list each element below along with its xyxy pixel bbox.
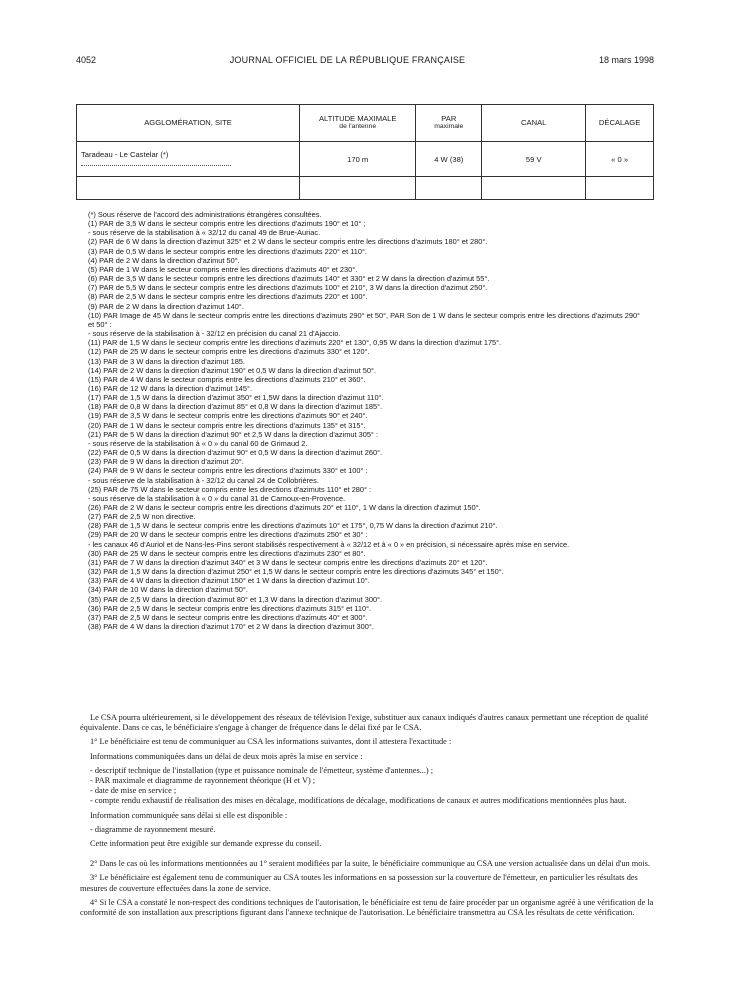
- cell-site: [77, 142, 300, 177]
- body-text: [80, 713, 654, 922]
- footnote-item: (4) PAR de 2 W dans la direction d'azimut 50°.: [88, 255, 240, 265]
- column-header-altitude: [300, 105, 416, 142]
- empty-cell: [482, 177, 586, 200]
- footnote-item: (13) PAR de 3 W dans la direction d'azimut 185.: [88, 356, 245, 366]
- cell-decalage: « 0 »: [586, 142, 654, 177]
- column-label: PAR: [441, 114, 457, 124]
- footnote-item: (15) PAR de 4 W dans le secteur compris entre les directions d'azimuts 210° et 360°.: [88, 374, 366, 384]
- paragraph-informations: Informations communiquées dans un délai de deux mois après la mise en service :: [90, 751, 363, 761]
- footnote-item: (7) PAR de 5,5 W dans le secteur compris entre les directions d'azimuts 100° et 210°, 3 W dans la direction d'azimut 250°.: [88, 283, 488, 293]
- list-item: - compte rendu exhaustif de réalisation des mises en décalage, modifications de décalage, modifications de canaux et autres modifications mentionnées plus haut.: [90, 796, 627, 806]
- footnotes-list: [88, 210, 648, 631]
- footnote-item: (21) PAR de 5 W dans la direction d'azimut 90° et 2,5 W dans la direction d'azimut 305° :: [88, 429, 378, 439]
- footnote-item: (9) PAR de 2 W dans la direction d'azimut 140°.: [88, 301, 244, 311]
- footnote-item: (14) PAR de 2 W dans la direction d'azimut 190° et 0,5 W dans la direction d'azimut 50°.: [88, 365, 376, 375]
- info-list: [80, 766, 654, 807]
- paragraph-3: 3° Le bénéficiaire est également tenu de communiquer au CSA toutes les informations en sa possession sur la couverture de l'émetteur, en particulier les résultats des mesures de couverture effectuées dans la zone de service.: [80, 873, 638, 893]
- paragraph-4: 4° Si le CSA a constaté le non-respect des conditions techniques de l'autorisation, le bénéficiaire est tenu de faire procéder par un organisme agréé à une vérification de la conformité de son installation aux prescriptions figurant dans l'annexe technique de l'autorisation. Le bénéficiaire transmettra au CSA les résultats de cette vérification.: [80, 897, 654, 918]
- list-item: - diagramme de rayonnement mesuré.: [90, 824, 216, 834]
- empty-cell: [416, 177, 482, 200]
- footnote-item: (31) PAR de 7 W dans la direction d'azimut 340° et 3 W dans le secteur compris entre les directions d'azimuts 20° et 120°.: [88, 557, 488, 567]
- footnote-item: (2) PAR de 6 W dans la direction d'azimut 325° et 2 W dans le secteur compris entre les directions d'azimuts 180° et 280°.: [88, 237, 488, 247]
- footnote-item: (20) PAR de 1 W dans le secteur compris entre les directions d'azimuts 135° et 315°.: [88, 420, 366, 430]
- footnote-item: (19) PAR de 3,5 W dans le secteur compris entre les directions d'azimuts 90° et 240°.: [88, 411, 368, 421]
- footnote-item: - sous réserve de la stabilisation à « 0 » du canal 31 de Carnoux-en-Provence.: [88, 493, 346, 503]
- footnote-item: (16) PAR de 12 W dans la direction d'azimut 145°.: [88, 383, 253, 393]
- footnote-item: (24) PAR de 9 W dans le secteur compris entre les directions d'azimuts 330° et 100° :: [88, 466, 368, 476]
- column-sublabel: de l'antenne: [339, 123, 377, 131]
- list-item: - descriptif technique de l'installation (type et puissance nominale de l'émetteur, système d'antennes...) ;: [90, 765, 434, 775]
- page-number: 4052: [76, 55, 97, 65]
- column-label: DÉCALAGE: [598, 117, 641, 127]
- footnote-item: - sous réserve de la stabilisation à - 32/12 du canal 24 de Collobrières.: [88, 475, 319, 485]
- footnote-item: (8) PAR de 2,5 W dans le secteur compris entre les directions d'azimuts 220° et 100°.: [88, 292, 368, 302]
- footnote-item: (12) PAR de 25 W dans le secteur compris entre les directions d'azimuts 330° et 120°.: [88, 347, 370, 357]
- list-item: - date de mise en service ;: [90, 786, 177, 796]
- cell-altitude: 170 m: [300, 142, 416, 177]
- column-header-canal: [482, 105, 586, 142]
- footnote-item: - sous réserve de la stabilisation à « 32/12 du canal 49 de Brue-Auriac.: [88, 228, 321, 238]
- column-header-site: [77, 105, 300, 142]
- cell-par: 4 W (38): [416, 142, 482, 177]
- column-label: ALTITUDE MAXIMALE: [318, 114, 397, 124]
- footnote-item: (1) PAR de 3,5 W dans le secteur compris entre les directions d'azimuts 190° et 10° ;: [88, 219, 366, 229]
- paragraph-exigible: Cette information peut être exigible sur demande expresse du conseil.: [90, 839, 322, 849]
- footnote-item: (32) PAR de 1,5 W dans la direction d'azimut 250° et 1,5 W dans le secteur compris entre les directions d'azimuts 345° et 150°.: [88, 567, 504, 577]
- table-row-empty: [77, 177, 654, 200]
- footnote-item: (18) PAR de 0,8 W dans la direction d'azimut 85° et 0,8 W dans la direction d'azimut 185°.: [88, 402, 383, 412]
- footnote-item: (11) PAR de 1,5 W dans le secteur compris entre les directions d'azimuts 220° et 130°, 0,95 W dans la direction d'azimut 175°.: [88, 338, 502, 348]
- footnote-item: (28) PAR de 1,5 W dans le secteur compris entre les directions d'azimuts 10° et 175°, 0,75 W dans la direction d'azimut 210°.: [88, 521, 498, 531]
- table-header-row: [77, 105, 654, 142]
- footnote-item: (30) PAR de 25 W dans le secteur compris entre les directions d'azimuts 230° et 80°.: [88, 548, 366, 558]
- footnote-item: (27) PAR de 2,5 W non directive.: [88, 512, 196, 522]
- journal-title: JOURNAL OFFICIEL DE LA RÉPUBLIQUE FRANÇAISE: [229, 55, 466, 65]
- empty-cell: [77, 177, 300, 200]
- paragraph-disponible: Information communiquée sans délai si elle est disponible :: [90, 810, 288, 820]
- footnote-item: (37) PAR de 2,5 W dans le secteur compris entre les directions d'azimuts 40° et 300°.: [88, 612, 368, 622]
- footnote-item: (6) PAR de 3,5 W dans le secteur compris entre les directions d'azimuts 140° et 330° et 2 W dans la direction d'azimut 55°.: [88, 274, 490, 284]
- column-sublabel: maximale: [434, 123, 464, 131]
- footnote-item: (35) PAR de 2,5 W dans la direction d'azimut 80° et 1,3 W dans la direction d'azimut 300°.: [88, 594, 383, 604]
- column-label: CANAL: [521, 117, 547, 127]
- column-header-decalage: [586, 105, 654, 142]
- paragraph-2: 2° Dans le cas où les informations mentionnées au 1° seraient modifiées par la suite, le bénéficiaire communique au CSA une version actualisée dans un délai d'un mois.: [90, 859, 650, 869]
- footnote-item: (3) PAR de 0,5 W dans le secteur compris entre les directions d'azimuts 220° et 110°.: [88, 246, 367, 256]
- footnote-item: (23) PAR de 9 W dans la direction d'azimut 20°.: [88, 457, 244, 467]
- footnote-item: (33) PAR de 4 W dans la direction d'azimut 150° et 1 W dans la direction d'azimut 10°.: [88, 576, 370, 586]
- footnote-item: - les canaux 46 d'Auriol et de Nans-les-Pins seront stabilisés respectivement à « 32/12 et à « 0 » en précision, si nécessaire après mise en service.: [88, 539, 570, 549]
- diagram-list: [80, 825, 654, 835]
- column-label: AGGLOMÉRATION, SITE: [144, 117, 232, 127]
- footnote-item: (38) PAR de 4 W dans la direction d'azimut 170° et 2 W dans la direction d'azimut 300°.: [88, 622, 374, 632]
- paragraph-obligation: 1° Le bénéficiaire est tenu de communiquer au CSA les informations suivantes, dont il attestera l'exactitude :: [90, 737, 452, 747]
- empty-cell: [586, 177, 654, 200]
- column-header-par: [416, 105, 482, 142]
- publication-date: 18 mars 1998: [598, 55, 654, 65]
- footnote-item: - sous réserve de la stabilisation à « 0 » du canal 60 de Grimaud 2.: [88, 438, 308, 448]
- site-name: Taradeau - Le Castelar (*): [81, 150, 169, 159]
- paragraph-substitution: Le CSA pourra ultérieurement, si le développement des réseaux de télévision l'exige, substituer aux canaux indiqués d'autres canaux permettant une réception de qualité équivalente. Dans ce cas, le bénéficiaire s'engage à changer de fréquence dans le délai fixé par le CSA.: [80, 713, 649, 733]
- footnote-item: - sous réserve de la stabilisation à - 32/12 en précision du canal 21 d'Ajaccio.: [88, 329, 341, 339]
- frequency-table: [76, 104, 654, 200]
- footnote-item: (17) PAR de 1,5 W dans la direction d'azimut 350° et 1,5W dans la direction d'azimut 110°.: [88, 393, 384, 403]
- footnote-item: (34) PAR de 10 W dans la direction d'azimut 50°.: [88, 585, 248, 595]
- table-row: [77, 142, 654, 177]
- empty-cell: [300, 177, 416, 200]
- footnote-item: (26) PAR de 2 W dans le secteur compris entre les directions d'azimuts 20° et 110°, 1 W dans la direction d'azimut 150°.: [88, 503, 481, 512]
- footnote-item: (36) PAR de 2,5 W dans le secteur compris entre les directions d'azimuts 315° et 110°.: [88, 603, 372, 613]
- dot-leader: [81, 165, 231, 166]
- page-header: [76, 55, 654, 65]
- footnote-item: (22) PAR de 0,5 W dans la direction d'azimut 90° et 0,5 W dans la direction d'azimut 260°.: [88, 448, 383, 458]
- footnote-item: (10) PAR Image de 45 W dans le secteur compris entre les directions d'azimuts 290° et 50°, PAR Son de 1 W dans le secteur compris entre les directions d'azimuts 290° et 50° :: [88, 310, 641, 329]
- footnote-item: (*) Sous réserve de l'accord des administrations étrangères consultées.: [88, 210, 322, 219]
- footnote-item: (29) PAR de 20 W dans le secteur compris entre les directions d'azimuts 250° et 30° :: [88, 530, 368, 540]
- footnote-item: (25) PAR de 75 W dans le secteur compris entre les directions d'azimuts 110° et 280° :: [88, 484, 372, 494]
- footnote-item: (5) PAR de 1 W dans le secteur compris entre les directions d'azimuts 40° et 230°.: [88, 264, 358, 274]
- cell-canal: 59 V: [482, 142, 586, 177]
- list-item: - PAR maximale et diagramme de rayonnement théorique (H et V) ;: [90, 776, 316, 786]
